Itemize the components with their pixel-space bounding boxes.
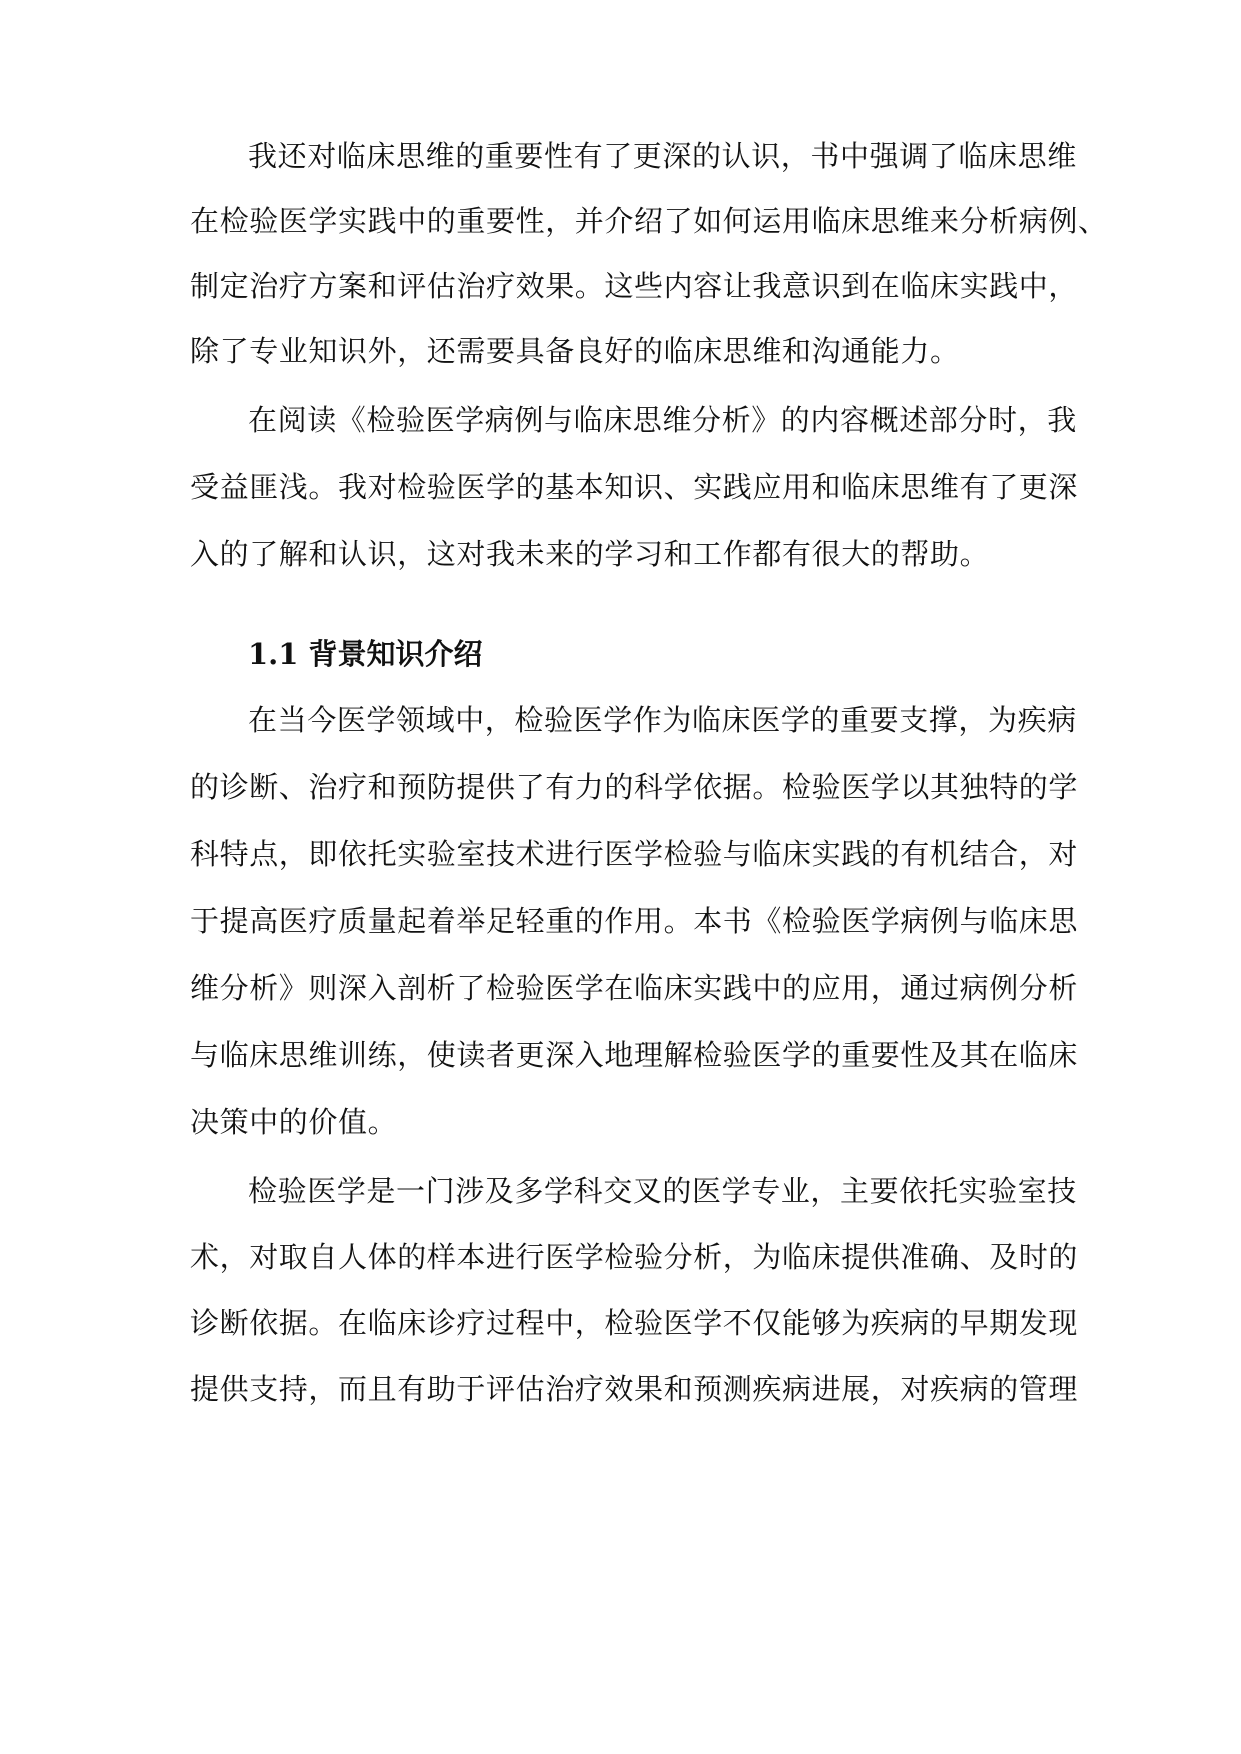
section-paragraph-1-line-4: 于提高医疗质量起着举足轻重的作用。本书《检验医学病例与临床思 [190,904,1079,938]
section-paragraph-2-line-4: 提供支持，而且有助于评估治疗效果和预测疾病进展，对疾病的管理 [190,1372,1079,1406]
section-paragraph-1-line-6: 与临床思维训练，使读者更深入地理解检验医学的重要性及其在临床 [190,1038,1079,1072]
section-paragraph-1-line-3: 科特点，即依托实验室技术进行医学检验与临床实践的有机结合，对 [190,837,1079,871]
section-paragraph-1-line-1: 在当今医学领域中，检验医学作为临床医学的重要支撑，为疾病 [248,703,1077,737]
section-paragraph-2-line-2: 术，对取自人体的样本进行医学检验分析，为临床提供准确、及时的 [190,1240,1079,1274]
section-paragraph-1-line-2: 的诊断、治疗和预防提供了有力的科学依据。检验医学以其独特的学 [190,770,1079,804]
paragraph-1-line-1: 我还对临床思维的重要性有了更深的认识，书中强调了临床思维 [248,139,1077,173]
section-heading: 1.1 背景知识介绍 [248,637,483,671]
paragraph-1-line-3: 制定治疗方案和评估治疗效果。这些内容让我意识到在临床实践中， [190,269,1079,303]
section-paragraph-1-line-7: 决策中的价值。 [190,1105,398,1139]
paragraph-1-line-4: 除了专业知识外，还需要具备良好的临床思维和沟通能力。 [190,334,960,368]
paragraph-2-line-2: 受益匪浅。我对检验医学的基本知识、实践应用和临床思维有了更深 [190,470,1079,504]
paragraph-1-line-2: 在检验医学实践中的重要性，并介绍了如何运用临床思维来分析病例、 [190,204,1108,238]
paragraph-2-line-1: 在阅读《检验医学病例与临床思维分析》的内容概述部分时，我 [248,403,1077,437]
section-paragraph-1-line-5: 维分析》则深入剖析了检验医学在临床实践中的应用，通过病例分析 [190,971,1079,1005]
section-paragraph-2-line-1: 检验医学是一门涉及多学科交叉的医学专业，主要依托实验室技 [248,1174,1077,1208]
paragraph-2-line-3: 入的了解和认识，这对我未来的学习和工作都有很大的帮助。 [190,537,990,571]
section-paragraph-2-line-3: 诊断依据。在临床诊疗过程中，检验医学不仅能够为疾病的早期发现 [190,1306,1079,1340]
